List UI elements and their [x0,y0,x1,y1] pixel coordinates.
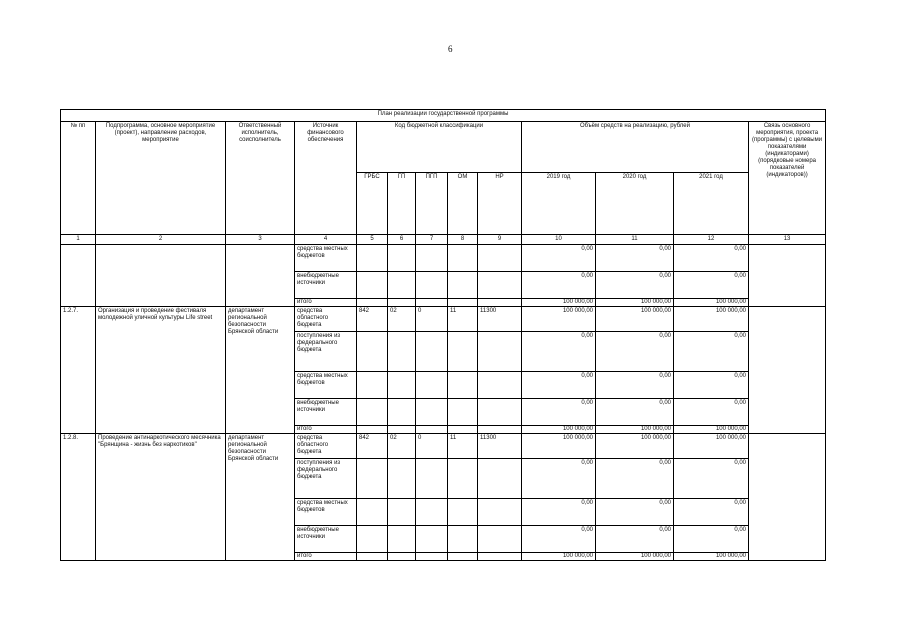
value-2019: 100 000,00 [522,307,596,332]
cell-empty [416,526,448,553]
column-number: 3 [226,235,295,245]
value-2019: 100 000,00 [522,434,596,459]
source-cell: итого [295,299,357,307]
item-name: Организация и проведение фестиваля молодежной уличной культуры Life street [96,307,226,434]
cell-empty [478,245,522,272]
source-cell: поступления из федерального бюджета [295,459,357,499]
page-number: 6 [448,44,453,54]
cell-empty [416,245,448,272]
header-np: НР [478,173,522,235]
value-2019: 100 000,00 [522,553,596,561]
cell-empty [357,553,388,561]
header-row-1 [61,122,826,173]
value-2020: 0,00 [596,459,674,499]
cell-empty [448,332,478,372]
cell-empty [749,307,826,434]
cell-empty [478,272,522,299]
cell-empty [357,372,388,399]
cell-empty [388,459,416,499]
column-number: 4 [295,235,357,245]
cell-empty [388,245,416,272]
source-cell: средства местных бюджетов [295,372,357,399]
cell-empty [357,399,388,426]
value-2019: 100 000,00 [522,426,596,434]
value-2019: 0,00 [522,245,596,272]
cell-empty [478,553,522,561]
cell-empty [61,245,96,307]
value-2021: 0,00 [674,332,749,372]
value-2019: 0,00 [522,399,596,426]
cell-empty [416,299,448,307]
cell-empty [448,426,478,434]
cell-empty [416,499,448,526]
column-number: 1 [61,235,96,245]
header-pgp: ПГП [416,173,448,235]
value-2020: 0,00 [596,245,674,272]
value-2021: 100 000,00 [674,434,749,459]
value-2021: 0,00 [674,459,749,499]
header-responsible: Ответственный исполнитель, соисполнитель [226,122,295,235]
table-title: План реализации государственной программы [61,110,826,122]
table-title-row [61,110,826,122]
cell-empty [416,459,448,499]
column-number: 5 [357,235,388,245]
cell-empty [448,372,478,399]
value-2021: 0,00 [674,399,749,426]
cell-empty [357,526,388,553]
cell-empty [478,399,522,426]
item-number: 1.2.7. [61,307,96,434]
header-grbs: ГРБС [357,173,388,235]
code-np: 11300 [478,434,522,459]
value-2021: 0,00 [674,499,749,526]
cell-empty [388,426,416,434]
value-2021: 0,00 [674,526,749,553]
table-row [61,434,826,459]
value-2020: 0,00 [596,372,674,399]
value-2021: 100 000,00 [674,307,749,332]
cell-empty [478,526,522,553]
column-number: 9 [478,235,522,245]
cell-empty [749,434,826,561]
value-2020: 0,00 [596,332,674,372]
table-row [61,307,826,332]
value-2020: 0,00 [596,399,674,426]
header-2021: 2021 год [674,173,749,235]
cell-empty [448,299,478,307]
column-number: 8 [448,235,478,245]
column-number: 6 [388,235,416,245]
header-gp: ГП [388,173,416,235]
cell-empty [388,526,416,553]
value-2019: 0,00 [522,372,596,399]
cell-empty [96,245,226,307]
column-number: 13 [749,235,826,245]
source-cell: внебюджетные источники [295,526,357,553]
code-grbs: 842 [357,307,388,332]
value-2020: 0,00 [596,272,674,299]
cell-empty [478,299,522,307]
cell-empty [357,426,388,434]
cell-empty [448,526,478,553]
value-2020: 0,00 [596,499,674,526]
column-number: 12 [674,235,749,245]
plan-table [60,109,826,561]
cell-empty [478,372,522,399]
header-funding: Объём средств на реализацию, рублей [522,122,749,173]
code-grbs: 842 [357,434,388,459]
cell-empty [416,426,448,434]
cell-empty [448,245,478,272]
value-2020: 0,00 [596,526,674,553]
value-2021: 100 000,00 [674,299,749,307]
cell-empty [357,459,388,499]
cell-empty [388,399,416,426]
cell-empty [226,245,295,307]
cell-empty [357,299,388,307]
cell-empty [357,245,388,272]
cell-empty [416,399,448,426]
value-2020: 100 000,00 [596,434,674,459]
cell-empty [478,426,522,434]
header-num: № пп [61,122,96,235]
value-2020: 100 000,00 [596,299,674,307]
column-number: 10 [522,235,596,245]
cell-empty [478,499,522,526]
code-pgp: 0 [416,307,448,332]
source-cell: итого [295,426,357,434]
value-2019: 0,00 [522,499,596,526]
cell-empty [357,272,388,299]
cell-empty [388,499,416,526]
header-source: Источник финансового обеспечения [295,122,357,235]
value-2020: 100 000,00 [596,426,674,434]
cell-empty [388,332,416,372]
source-cell: поступления из федерального бюджета [295,332,357,372]
value-2020: 100 000,00 [596,307,674,332]
header-2020: 2020 год [596,173,674,235]
header-indicator-link: Связь основного мероприятия, проекта (программы) с целевыми показателями (индикаторами) (порядковые номера показателей (индикаторов)) [749,122,826,235]
header-om: ОМ [448,173,478,235]
code-om: 11 [448,434,478,459]
cell-empty [388,299,416,307]
item-responsible: департамент региональной безопасности Брянской области [226,307,295,434]
header-2019: 2019 год [522,173,596,235]
value-2021: 0,00 [674,272,749,299]
item-number: 1.2.8. [61,434,96,561]
table-row [61,245,826,272]
item-responsible: департамент региональной безопасности Брянской области [226,434,295,561]
item-name: Проведение антинаркотического месячника "Брянщина - жизнь без наркотиков" [96,434,226,561]
source-cell: средства областного бюджета [295,434,357,459]
cell-empty [416,332,448,372]
cell-empty [448,459,478,499]
cell-empty [388,553,416,561]
value-2019: 0,00 [522,459,596,499]
cell-empty [416,553,448,561]
column-number: 11 [596,235,674,245]
column-number: 2 [96,235,226,245]
source-cell: итого [295,553,357,561]
source-cell: средства местных бюджетов [295,245,357,272]
value-2021: 100 000,00 [674,426,749,434]
cell-empty [388,372,416,399]
code-gp: 02 [388,434,416,459]
value-2021: 100 000,00 [674,553,749,561]
cell-empty [448,553,478,561]
source-cell: внебюджетные источники [295,399,357,426]
column-number: 7 [416,235,448,245]
cell-empty [478,332,522,372]
cell-empty [357,332,388,372]
cell-empty [448,499,478,526]
code-om: 11 [448,307,478,332]
source-cell: средства областного бюджета [295,307,357,332]
value-2019: 100 000,00 [522,299,596,307]
code-pgp: 0 [416,434,448,459]
cell-empty [448,399,478,426]
value-2019: 0,00 [522,526,596,553]
code-np: 11300 [478,307,522,332]
cell-empty [478,459,522,499]
value-2021: 0,00 [674,245,749,272]
header-budget-classification: Код бюджетной классификации [357,122,522,173]
code-gp: 02 [388,307,416,332]
source-cell: средства местных бюджетов [295,499,357,526]
header-activity: Подпрограмма, основное мероприятие (проект), направление расходов, мероприятие [96,122,226,235]
cell-empty [416,272,448,299]
cell-empty [749,245,826,307]
value-2021: 0,00 [674,372,749,399]
column-number-row [61,235,826,245]
value-2019: 0,00 [522,272,596,299]
cell-empty [416,372,448,399]
cell-empty [357,499,388,526]
cell-empty [388,272,416,299]
value-2020: 100 000,00 [596,553,674,561]
cell-empty [448,272,478,299]
value-2019: 0,00 [522,332,596,372]
source-cell: внебюджетные источники [295,272,357,299]
